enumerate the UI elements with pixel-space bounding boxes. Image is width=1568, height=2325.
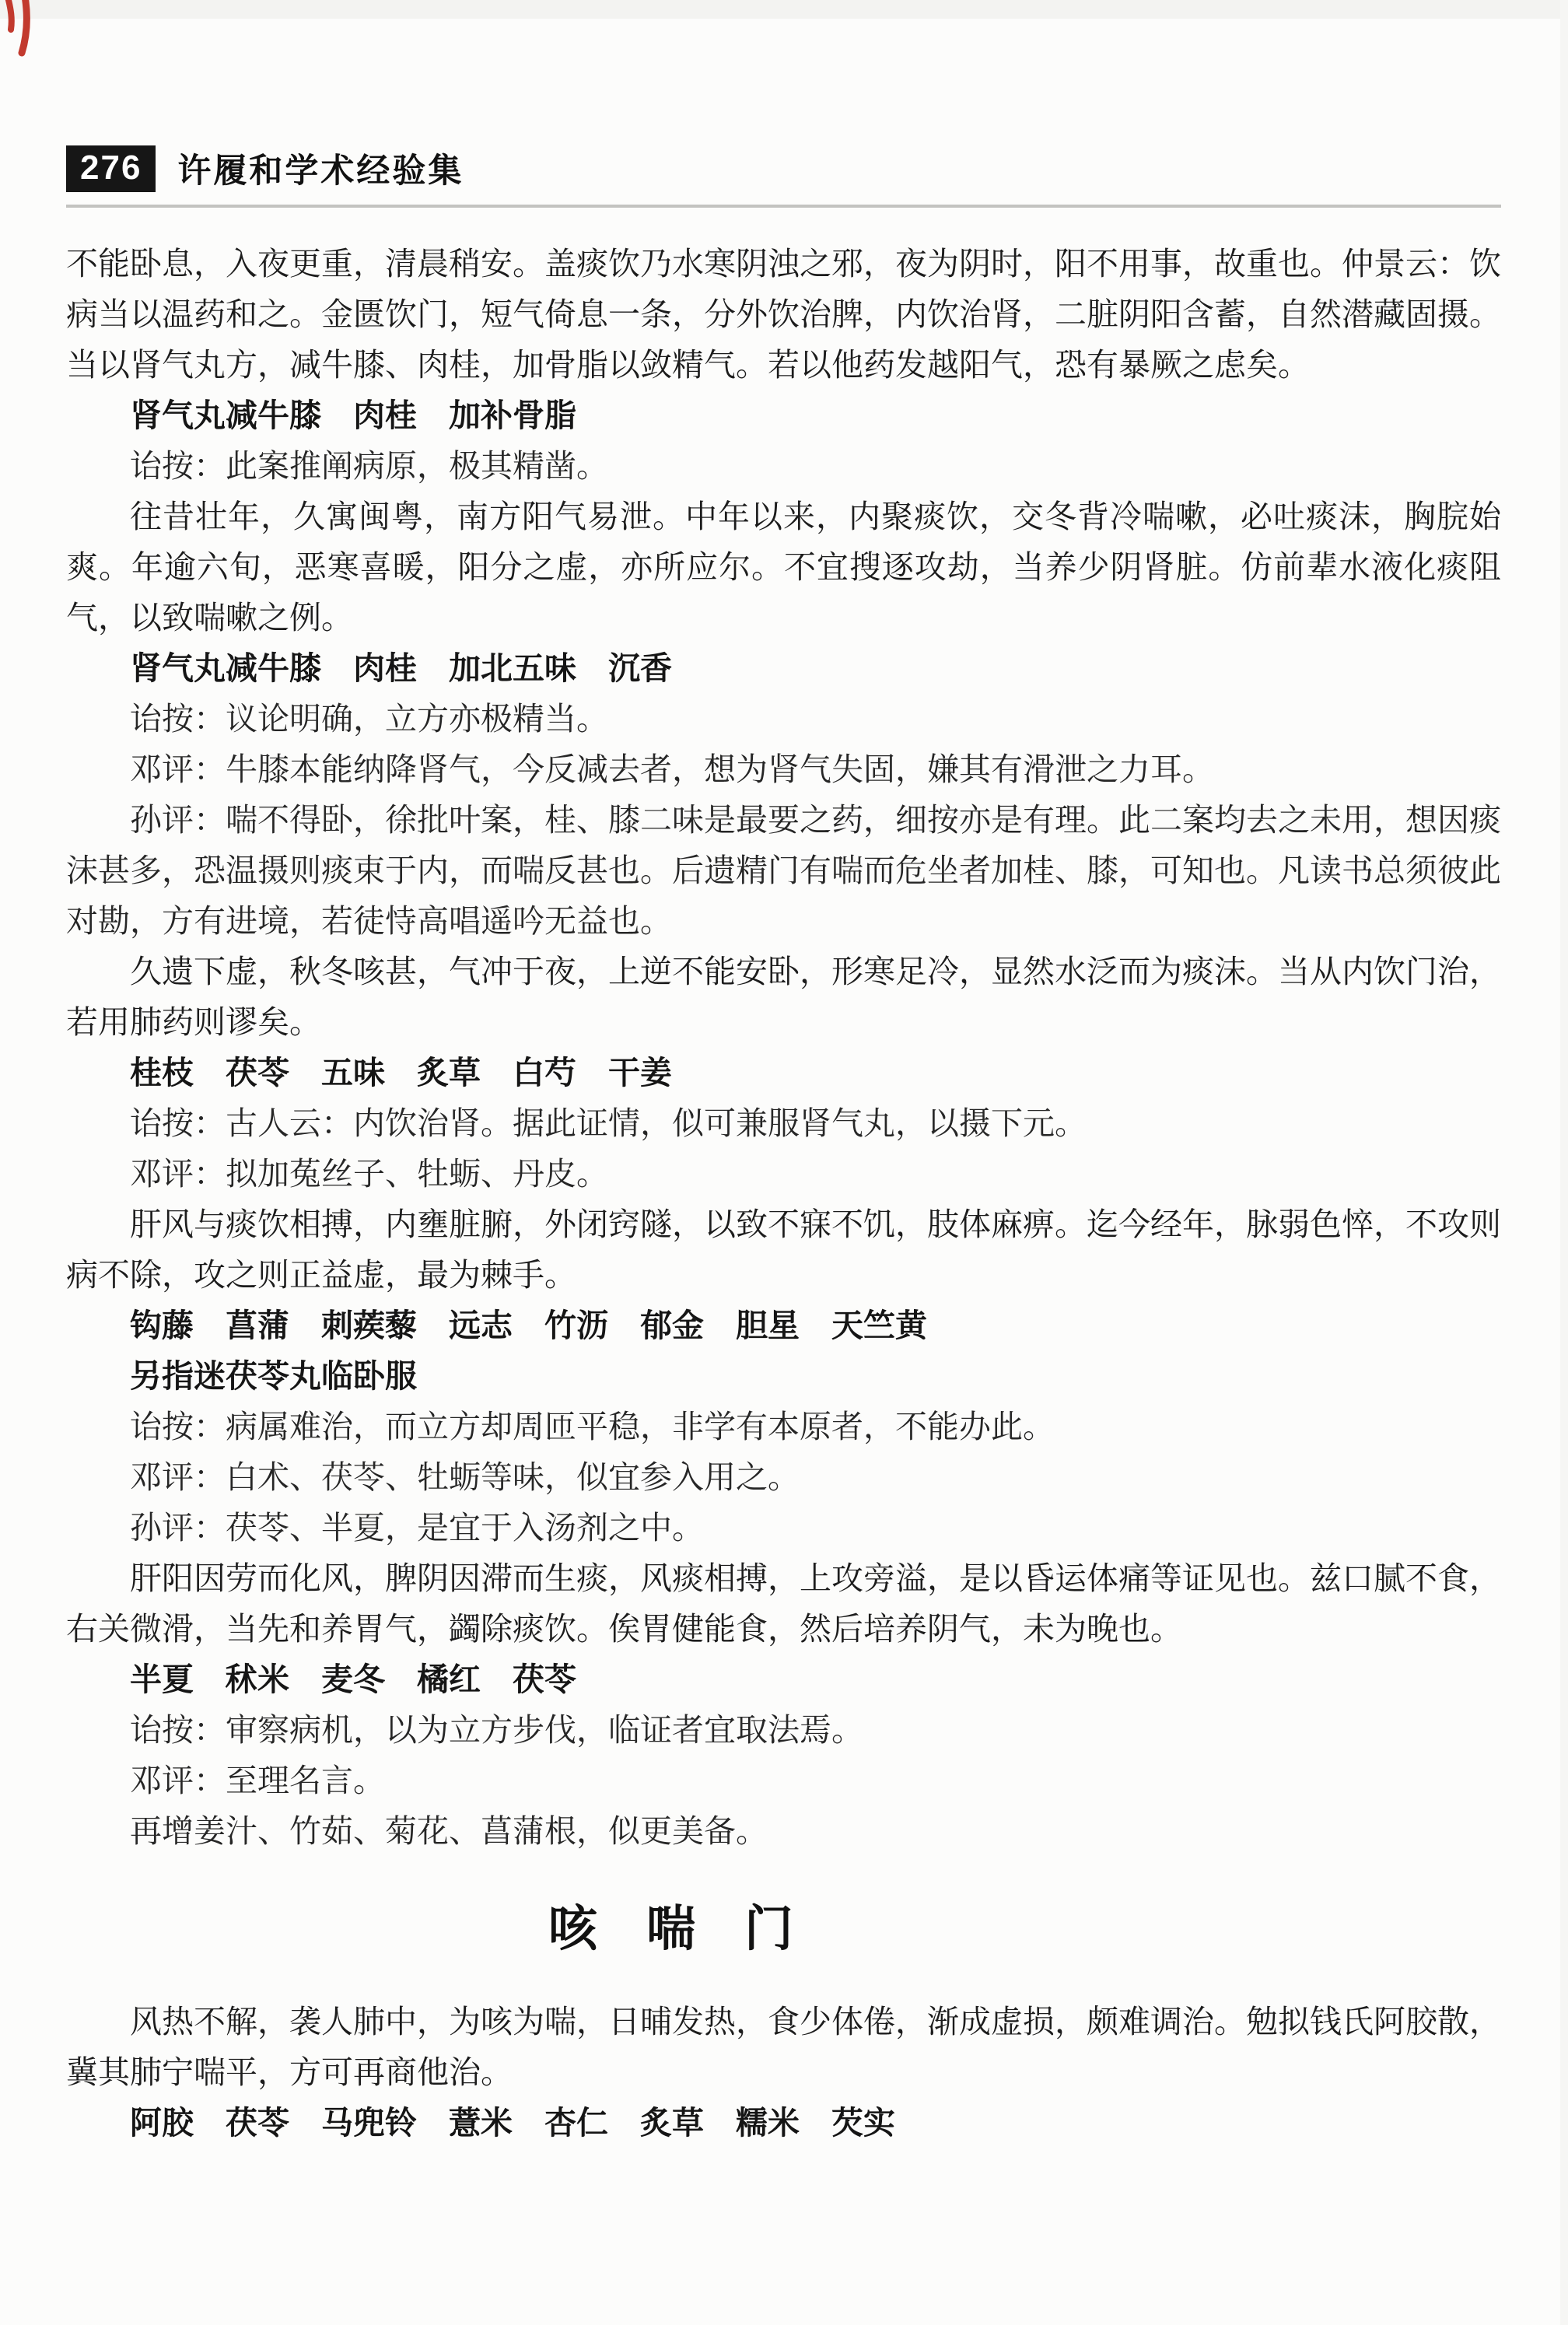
prescription-line: 钩藤 菖蒲 刺蒺藜 远志 竹沥 郁金 胆星 天竺黄 (130, 1308, 927, 1343)
commentary-line: 诒按：此案推阐病原，极其精凿。 (130, 448, 608, 484)
prescription-line: 桂枝 茯苓 五味 炙草 白芍 干姜 (130, 1055, 672, 1091)
paragraph: 肝风与痰饮相搏，内壅脏腑，外闭窍隧，以致不寐不饥，肢体麻痹。迄今经年，脉弱色悴，不攻则病不除，攻之则正益虚，最为棘手。 (66, 1206, 1501, 1293)
running-header (66, 145, 1501, 192)
commentary-line: 孙评：茯苓、半夏，是宜于入汤剂之中。 (130, 1510, 704, 1546)
commentary-line: 诒按：古人云：内饮治肾。据此证情，似可兼服肾气丸，以摄下元。 (130, 1105, 1087, 1141)
commentary-line: 再增姜汁、竹茹、菊花、菖蒲根，似更美备。 (130, 1813, 768, 1849)
body-text (66, 239, 1501, 2148)
paragraph: 不能卧息，入夜更重，清晨稍安。盖痰饮乃水寒阴浊之邪，夜为阴时，阳不用事，故重也。仲景云：饮病当以温药和之。金匮饮门，短气倚息一条，分外饮治脾，内饮治肾，二脏阴阳含蓄，自然潜藏固摄。当以肾气丸方，减牛膝、肉桂，加骨脂以敛精气。若以他药发越阳气，恐有暴厥之虑矣。 (66, 246, 1501, 383)
chapter-heading: 咳 喘 门 (548, 1902, 793, 1956)
prescription-line: 肾气丸减牛膝 肉桂 加北五味 沉香 (130, 650, 672, 686)
paragraph: 肝阳因劳而化风，脾阴因滞而生痰，风痰相搏，上攻旁溢，是以昏运体痛等证见也。兹口腻不食，右关微滑，当先和养胃气，蠲除痰饮。俟胃健能食，然后培养阴气，未为晚也。 (66, 1560, 1501, 1647)
commentary-line: 邓评：白术、茯苓、牡蛎等味，似宜参入用之。 (130, 1459, 800, 1495)
paragraph: 风热不解，袭人肺中，为咳为喘，日晡发热，食少体倦，渐成虚损，颇难调治。勉拟钱氏阿胶散，冀其肺宁喘平，方可再商他治。 (66, 2004, 1501, 2090)
prescription-line: 肾气丸减牛膝 肉桂 加补骨脂 (130, 397, 576, 433)
book-title: 许履和学术经验集 (177, 152, 464, 190)
prescription-line: 另指迷茯苓丸临卧服 (130, 1358, 417, 1394)
paragraph: 久遗下虚，秋冬咳甚，气冲于夜，上逆不能安卧，形寒足冷，显然水泛而为痰沫。当从内饮门治，若用肺药则谬矣。 (66, 954, 1501, 1040)
commentary-line: 诒按：病属难治，而立方却周匝平稳，非学有本原者，不能办此。 (130, 1409, 1055, 1444)
commentary-line: 诒按：议论明确，立方亦极精当。 (130, 701, 608, 737)
commentary-line: 诒按：审察病机，以为立方步伐，临证者宜取法焉。 (130, 1712, 863, 1748)
commentary-line: 邓评：拟加菟丝子、牡蛎、丹皮。 (130, 1156, 608, 1192)
commentary-line: 邓评：至理名言。 (130, 1763, 385, 1798)
prescription-line: 半夏 秫米 麦冬 橘红 茯苓 (130, 1661, 576, 1697)
commentary-line: 孙评：喘不得卧，徐批叶案，桂、膝二味是最要之药，细按亦是有理。此二案均去之未用，想因痰沫甚多，恐温摄则痰束于内，而喘反甚也。后遗精门有喘而危坐者加桂、膝，可知也。凡读书总须彼此对勘，方有进境，若徒恃高唱遥吟无益也。 (66, 802, 1501, 939)
paragraph: 往昔壮年，久寓闽粤，南方阳气易泄。中年以来，内聚痰饮，交冬背冷喘嗽，必吐痰沫，胸脘始爽。年逾六旬，恶寒喜暖，阳分之虚，亦所应尔。不宜搜逐攻劫，当养少阴肾脏。仿前辈水液化痰阻气，以致喘嗽之例。 (66, 499, 1501, 636)
page-number-badge: 276 (66, 145, 156, 192)
prescription-line: 阿胶 茯苓 马兜铃 薏米 杏仁 炙草 糯米 芡实 (130, 2105, 895, 2141)
header-rule (66, 205, 1501, 208)
commentary-line: 邓评：牛膝本能纳降肾气，今反减去者，想为肾气失固，嫌其有滑泄之力耳。 (130, 751, 1214, 787)
